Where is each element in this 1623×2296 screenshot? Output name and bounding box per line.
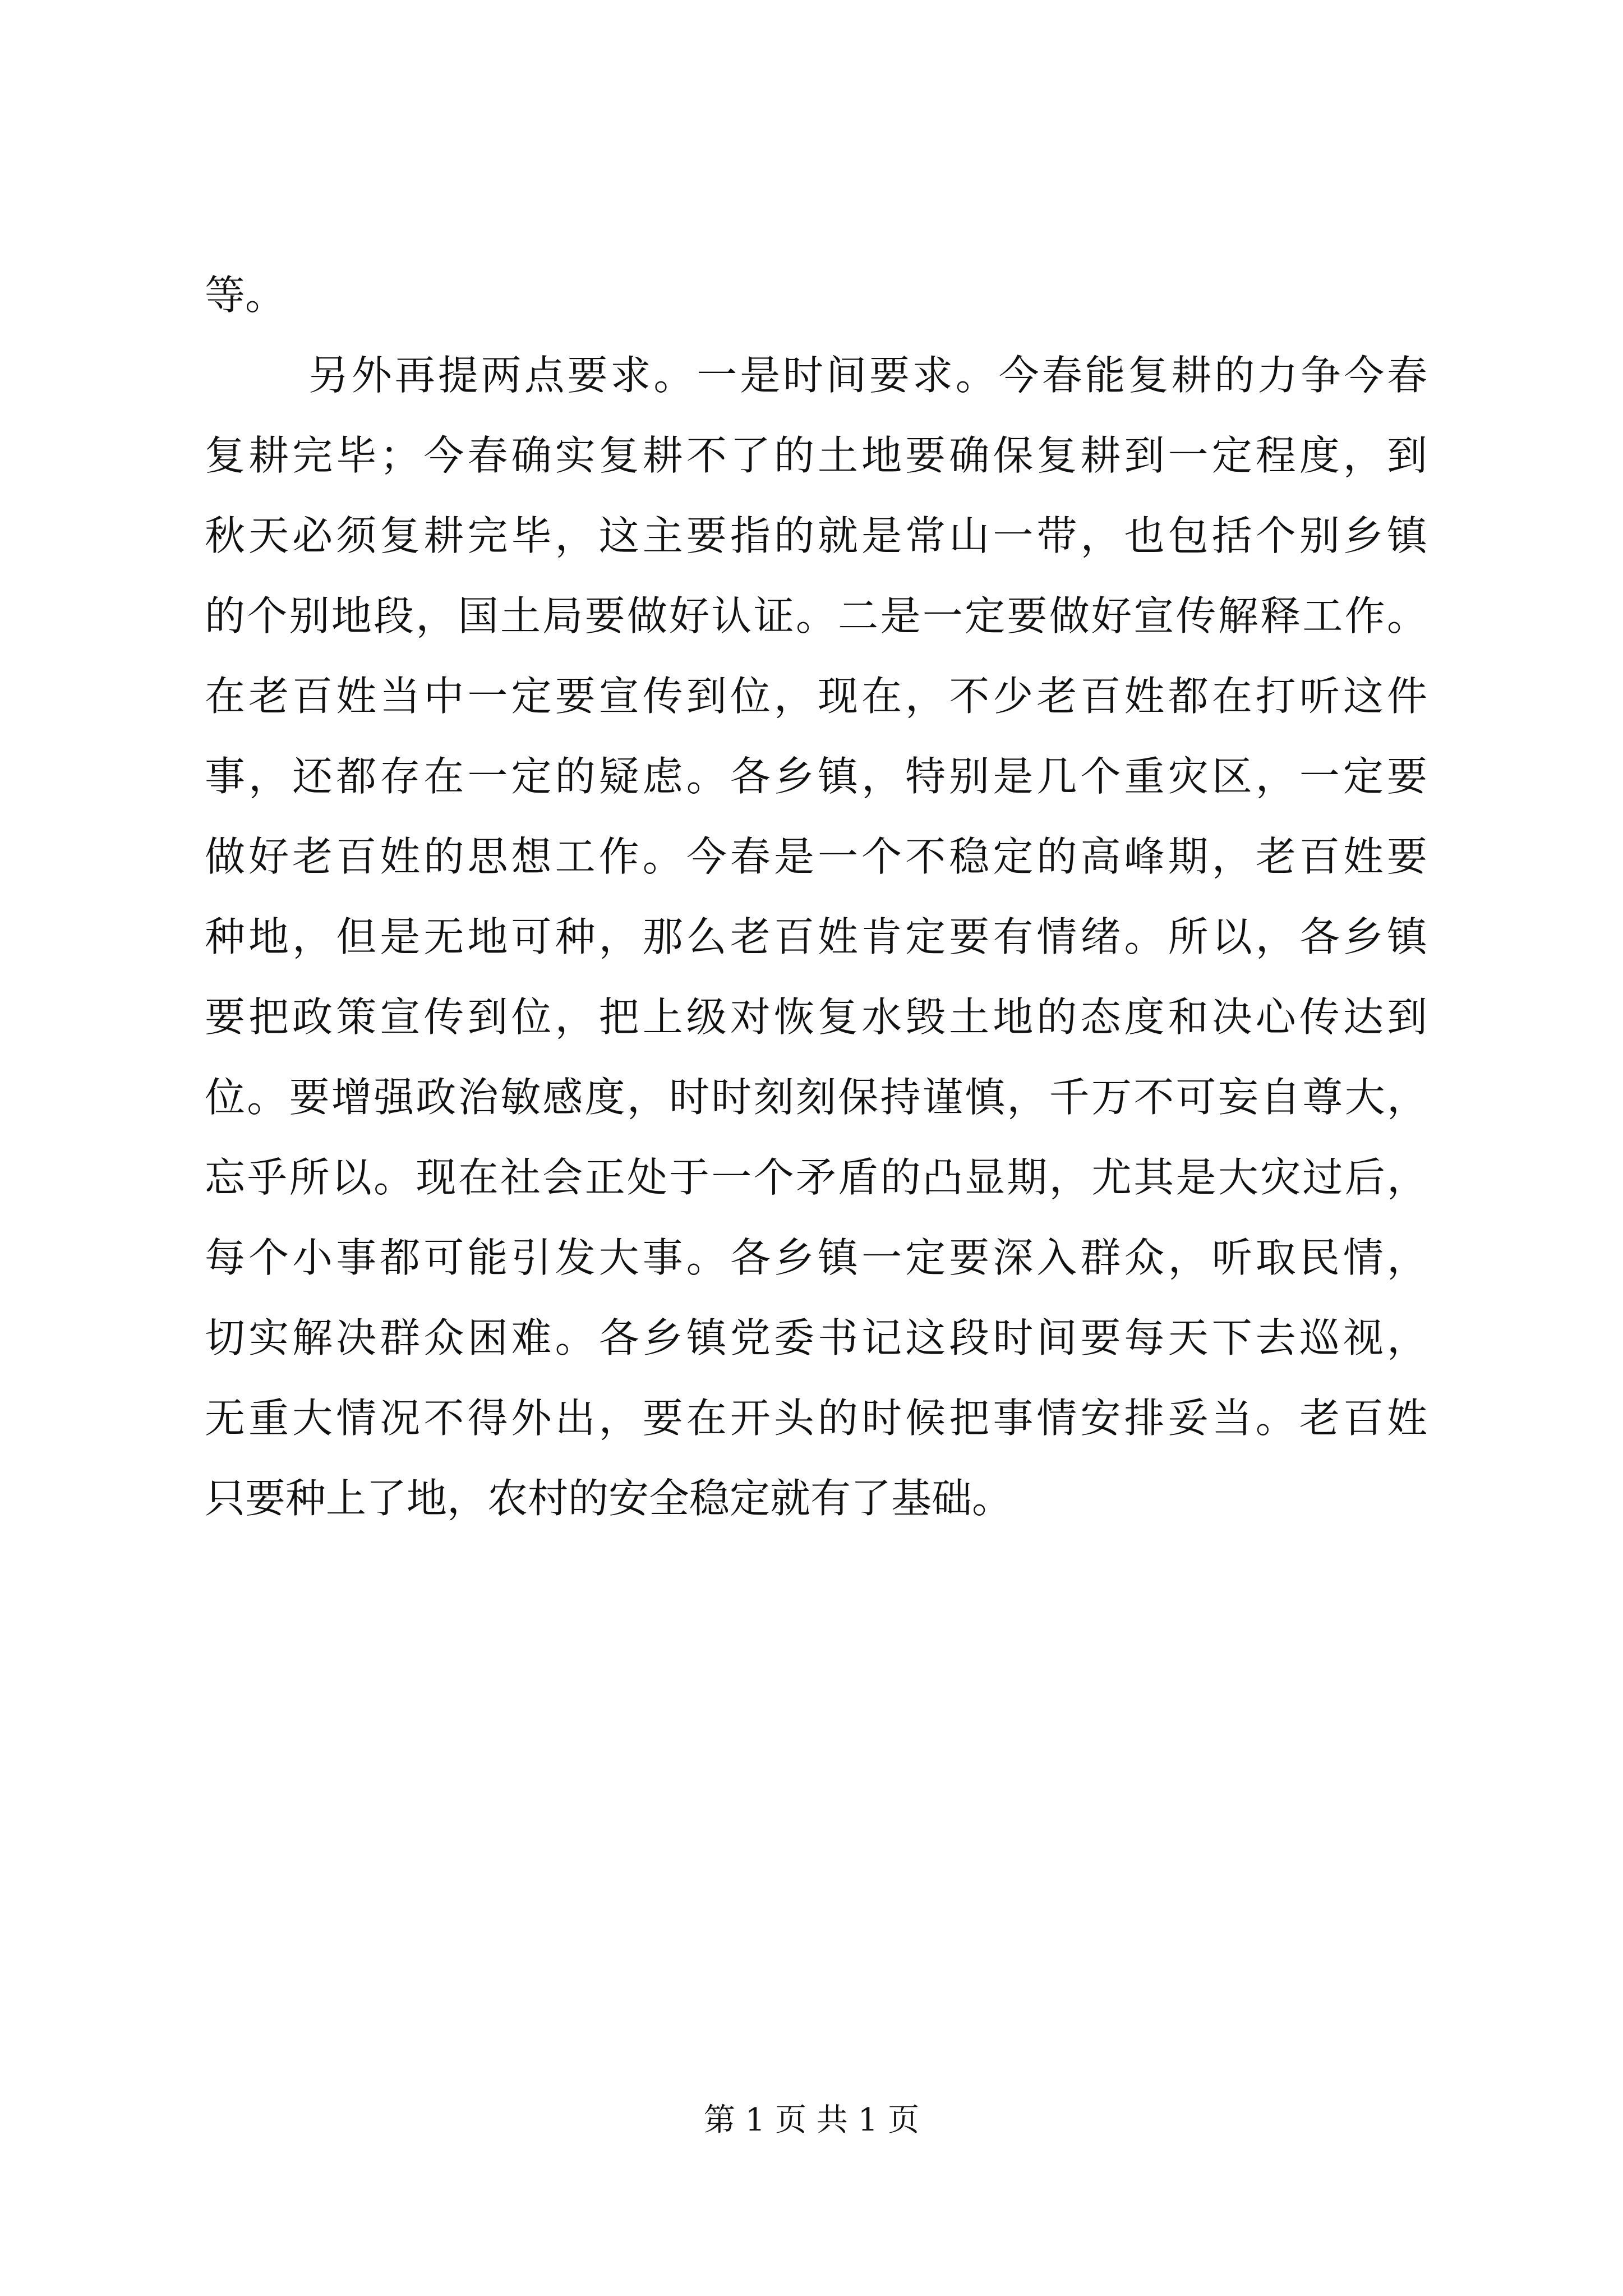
page-footer — [0, 2101, 1623, 2140]
paragraph-2-line-8: 种地，但是无地可种，那么老百姓肯定要有情绪。所以，各乡镇 — [205, 913, 1427, 960]
paragraph-2-line-13: 切实解决群众困难。各乡镇党委书记这段时间要每天下去巡视， — [205, 1314, 1427, 1361]
paragraph-2-line-6: 事，还都存在一定的疑虑。各乡镇，特别是几个重灾区，一定要 — [205, 753, 1427, 800]
paragraph-2-line-11: 忘乎所以。现在社会正处于一个矛盾的凸显期，尤其是大灾过后， — [205, 1154, 1427, 1201]
paragraph-2-line-15: 只要种上了地，农村的安全稳定就有了基础。 — [205, 1475, 1013, 1522]
paragraph-2-line-2: 复耕完毕；今春确实复耕不了的土地要确保复耕到一定程度，到 — [205, 432, 1427, 479]
body-text — [205, 255, 1427, 1539]
paragraph-2-line-14: 无重大情况不得外出，要在开头的时候把事情安排妥当。老百姓 — [205, 1395, 1427, 1442]
paragraph-2-line-9: 要把政策宣传到位，把上级对恢复水毁土地的态度和决心传达到 — [205, 993, 1427, 1041]
page-number-indicator: 第 1 页 共 1 页 — [703, 2102, 920, 2138]
paragraph-2-line-7: 做好老百姓的思想工作。今春是一个不稳定的高峰期，老百姓要 — [205, 833, 1427, 880]
paragraph-2-line-12: 每个小事都可能引发大事。各乡镇一定要深入群众，听取民情， — [205, 1234, 1427, 1281]
paragraph-1-line: 等。 — [205, 272, 286, 319]
paragraph-2-line-5: 在老百姓当中一定要宣传到位，现在，不少老百姓都在打听这件 — [205, 673, 1427, 720]
paragraph-2-line-3: 秋天必须复耕完毕，这主要指的就是常山一带，也包括个别乡镇 — [205, 512, 1427, 559]
paragraph-2-line-4: 的个别地段，国土局要做好认证。二是一定要做好宣传解释工作。 — [205, 592, 1427, 639]
paragraph-2-line-10: 位。要增强政治敏感度，时时刻刻保持谨慎，千万不可妄自尊大， — [205, 1074, 1427, 1121]
paragraph-2-line-1: 另外再提两点要求。一是时间要求。今春能复耕的力争今春 — [308, 352, 1427, 399]
